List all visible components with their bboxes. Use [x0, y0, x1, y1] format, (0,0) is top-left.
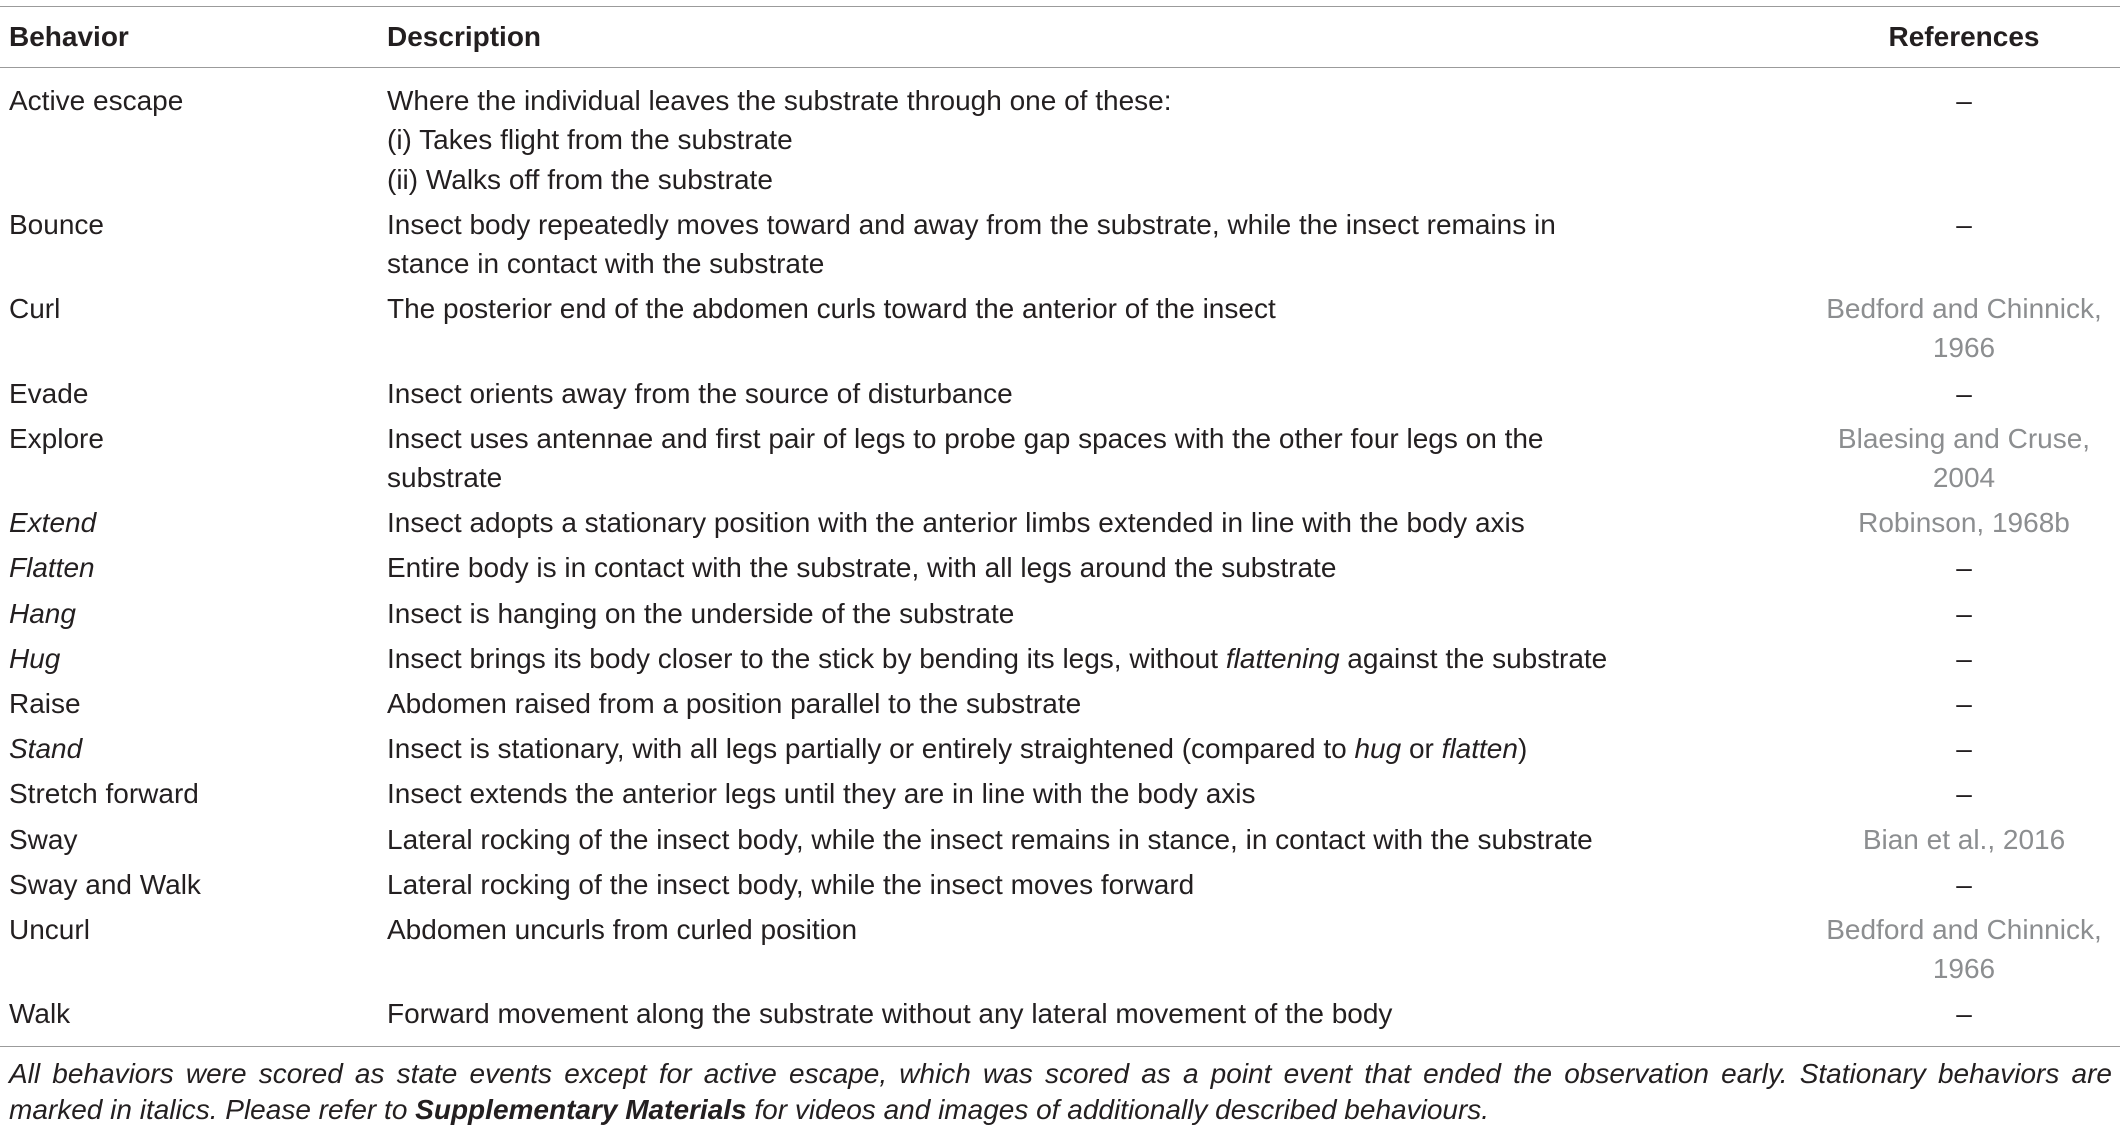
description-cell: [387, 81, 1812, 199]
description-text: Abdomen uncurls from curled position: [387, 914, 858, 946]
behavior-name: Active escape: [9, 85, 184, 117]
description-text: (ii) Walks off from the substrate: [387, 163, 773, 195]
reference-link[interactable]: Bedford and Chinnick,: [1826, 293, 2102, 325]
behavior-name: Extend: [9, 507, 97, 539]
table-row: [0, 636, 2120, 681]
table-row: [0, 726, 2120, 771]
reference-none: –: [1956, 377, 1972, 409]
description-text: Insect extends the anterior legs until they are in line with the body axis: [387, 778, 1256, 810]
references-cell: [1812, 774, 2116, 813]
description-line: [387, 774, 1812, 813]
table-header-row: [0, 7, 2120, 67]
behavior-name: Hang: [9, 597, 76, 629]
reference-none: –: [1956, 208, 1972, 240]
description-text: Where the individual leaves the substrate through one of these:: [387, 85, 1172, 117]
reference-none: –: [1956, 85, 1972, 117]
description-line: [387, 994, 1812, 1033]
description-text: Insect orients away from the source of disturbance: [387, 377, 1013, 409]
behavior-cell: [0, 865, 387, 904]
description-text: Lateral rocking of the insect body, while the insect moves forward: [387, 868, 1195, 900]
behavior-cell: [0, 289, 387, 367]
description-text: Insect is stationary, with all legs partially or entirely straightened (compared to: [387, 733, 1355, 765]
behavior-cell: [0, 820, 387, 859]
description-cell: [387, 374, 1812, 413]
description-text: Forward movement along the substrate without any lateral movement of the body: [387, 998, 1393, 1030]
description-text: The posterior end of the abdomen curls toward the anterior of the insect: [387, 293, 1276, 325]
behavior-name: Sway: [9, 823, 78, 855]
behavior-name: Stretch forward: [9, 778, 199, 810]
table-body: [0, 68, 2120, 1046]
reference-none: –: [1956, 688, 1972, 720]
description-text: ): [1517, 733, 1528, 765]
references-cell: [1812, 419, 2116, 497]
table-row: [0, 78, 2120, 202]
description-line: [387, 205, 1812, 244]
reference-none: –: [1956, 552, 1972, 584]
behavior-cell: [0, 594, 387, 633]
behavior-cell: [0, 374, 387, 413]
description-text: hug: [1354, 733, 1402, 765]
description-cell: [387, 419, 1812, 497]
description-cell: [387, 910, 1812, 988]
references-cell: [1812, 639, 2116, 678]
table-row: [0, 991, 2120, 1036]
references-cell: [1812, 81, 2116, 199]
behavior-cell: [0, 774, 387, 813]
description-line: [387, 244, 1812, 283]
behavior-cell: [0, 503, 387, 542]
description-text: Insect adopts a stationary position with the anterior limbs extended in line with the body axis: [387, 507, 1525, 539]
reference-none: –: [1956, 597, 1972, 629]
behavior-cell: [0, 639, 387, 678]
header-description: Description: [387, 21, 542, 52]
description-line: [387, 594, 1812, 633]
description-line: [387, 458, 1812, 497]
behavior-name: Bounce: [9, 208, 104, 240]
table-row: [0, 862, 2120, 907]
behavior-name: Sway and Walk: [9, 868, 201, 900]
description-line: [387, 289, 1812, 328]
supplementary-materials-link[interactable]: Supplementary Materials: [415, 1094, 747, 1126]
table-row: [0, 771, 2120, 816]
references-cell: [1812, 374, 2116, 413]
table-row: [0, 202, 2120, 286]
behavior-name: Flatten: [9, 552, 95, 584]
behavior-cell: [0, 994, 387, 1033]
description-line: [387, 820, 1812, 859]
reference-none: –: [1956, 868, 1972, 900]
table-row: [0, 286, 2120, 370]
behavior-name: Stand: [9, 733, 83, 765]
behavior-name: Hug: [9, 642, 61, 674]
description-line: [387, 910, 1812, 949]
description-text: Insect brings its body closer to the stick by bending its legs, without: [387, 642, 1226, 674]
reference-link[interactable]: Blaesing and Cruse,: [1837, 422, 2091, 454]
description-text: Lateral rocking of the insect body, while the insect remains in stance, in contact with the substrate: [387, 823, 1593, 855]
references-cell: [1812, 548, 2116, 587]
description-text: Entire body is in contact with the substrate, with all legs around the substrate: [387, 552, 1337, 584]
behavior-name: Raise: [9, 688, 81, 720]
reference-none: –: [1956, 778, 1972, 810]
reference-link[interactable]: Bedford and Chinnick,: [1826, 914, 2102, 946]
reference-link[interactable]: Bian et al., 2016: [1862, 823, 2066, 855]
description-line: [387, 548, 1812, 587]
description-cell: [387, 729, 1812, 768]
behavior-cell: [0, 548, 387, 587]
footnote-text: for videos and images of additionally described behaviours.: [746, 1094, 1490, 1126]
description-cell: [387, 503, 1812, 542]
description-text: Insect body repeatedly moves toward and away from the substrate, while the insect remains in: [387, 208, 1556, 240]
reference-link[interactable]: Robinson, 1968b: [1858, 507, 2070, 539]
references-cell: [1812, 729, 2116, 768]
description-cell: [387, 594, 1812, 633]
behavior-cell: [0, 729, 387, 768]
references-cell: [1812, 289, 2116, 367]
footnote-text: All behaviors were scored as state events except for active escape, which was scored as a point event that ended the observation early. Stationary behaviors are: [9, 1058, 2112, 1090]
description-line: [387, 639, 1812, 678]
references-cell: [1812, 994, 2116, 1033]
behavior-cell: [0, 81, 387, 199]
description-line: [387, 160, 1812, 199]
footnote-line: [9, 1056, 2112, 1092]
behavior-cell: [0, 419, 387, 497]
description-text: substrate: [387, 462, 503, 494]
behavior-name: Curl: [9, 293, 61, 325]
reference-link[interactable]: 2004: [1932, 462, 1996, 494]
reference-none: –: [1956, 998, 1972, 1030]
references-cell: [1812, 820, 2116, 859]
behavior-name: Evade: [9, 377, 89, 409]
table-footnote: [0, 1047, 2120, 1128]
description-cell: [387, 289, 1812, 367]
table-row: [0, 416, 2120, 500]
reference-none: –: [1956, 642, 1972, 674]
description-cell: [387, 548, 1812, 587]
behavior-cell: [0, 205, 387, 283]
references-cell: [1812, 865, 2116, 904]
references-cell: [1812, 684, 2116, 723]
header-behavior: Behavior: [9, 21, 129, 52]
description-text: or: [1401, 733, 1442, 765]
references-cell: [1812, 503, 2116, 542]
description-line: [387, 419, 1812, 458]
references-cell: [1812, 594, 2116, 633]
table-row: [0, 817, 2120, 862]
table-row: [0, 681, 2120, 726]
references-cell: [1812, 910, 2116, 988]
footnote-text: marked in italics. Please refer to: [9, 1094, 416, 1126]
table-row: [0, 500, 2120, 545]
description-line: [387, 120, 1812, 159]
description-cell: [387, 774, 1812, 813]
description-cell: [387, 994, 1812, 1033]
description-text: against the substrate: [1339, 642, 1608, 674]
description-text: flatten: [1441, 733, 1518, 765]
header-references: References: [1888, 21, 2040, 52]
description-line: [387, 684, 1812, 723]
reference-none: –: [1956, 733, 1972, 765]
table-row: [0, 545, 2120, 590]
description-cell: [387, 639, 1812, 678]
description-text: Abdomen raised from a position parallel to the substrate: [387, 688, 1082, 720]
description-text: Insect is hanging on the underside of the substrate: [387, 597, 1015, 629]
behavior-name: Explore: [9, 422, 104, 454]
table-row: [0, 591, 2120, 636]
behavior-name: Walk: [9, 998, 71, 1030]
footnote-line: [9, 1092, 2112, 1128]
description-cell: [387, 820, 1812, 859]
description-cell: [387, 205, 1812, 283]
description-line: [387, 81, 1812, 120]
behavior-cell: [0, 684, 387, 723]
reference-link[interactable]: 1966: [1932, 953, 1996, 985]
description-cell: [387, 865, 1812, 904]
description-line: [387, 729, 1812, 768]
description-text: Insect uses antennae and first pair of legs to probe gap spaces with the other four legs on the: [387, 422, 1544, 454]
reference-link[interactable]: 1966: [1932, 332, 1996, 364]
behavior-cell: [0, 910, 387, 988]
description-text: stance in contact with the substrate: [387, 248, 825, 280]
description-cell: [387, 684, 1812, 723]
table-row: [0, 907, 2120, 991]
description-line: [387, 374, 1812, 413]
description-text: flattening: [1225, 642, 1340, 674]
description-line: [387, 503, 1812, 542]
description-line: [387, 865, 1812, 904]
references-cell: [1812, 205, 2116, 283]
behavior-name: Uncurl: [9, 914, 90, 946]
table-row: [0, 371, 2120, 416]
description-text: (i) Takes flight from the substrate: [387, 124, 793, 156]
